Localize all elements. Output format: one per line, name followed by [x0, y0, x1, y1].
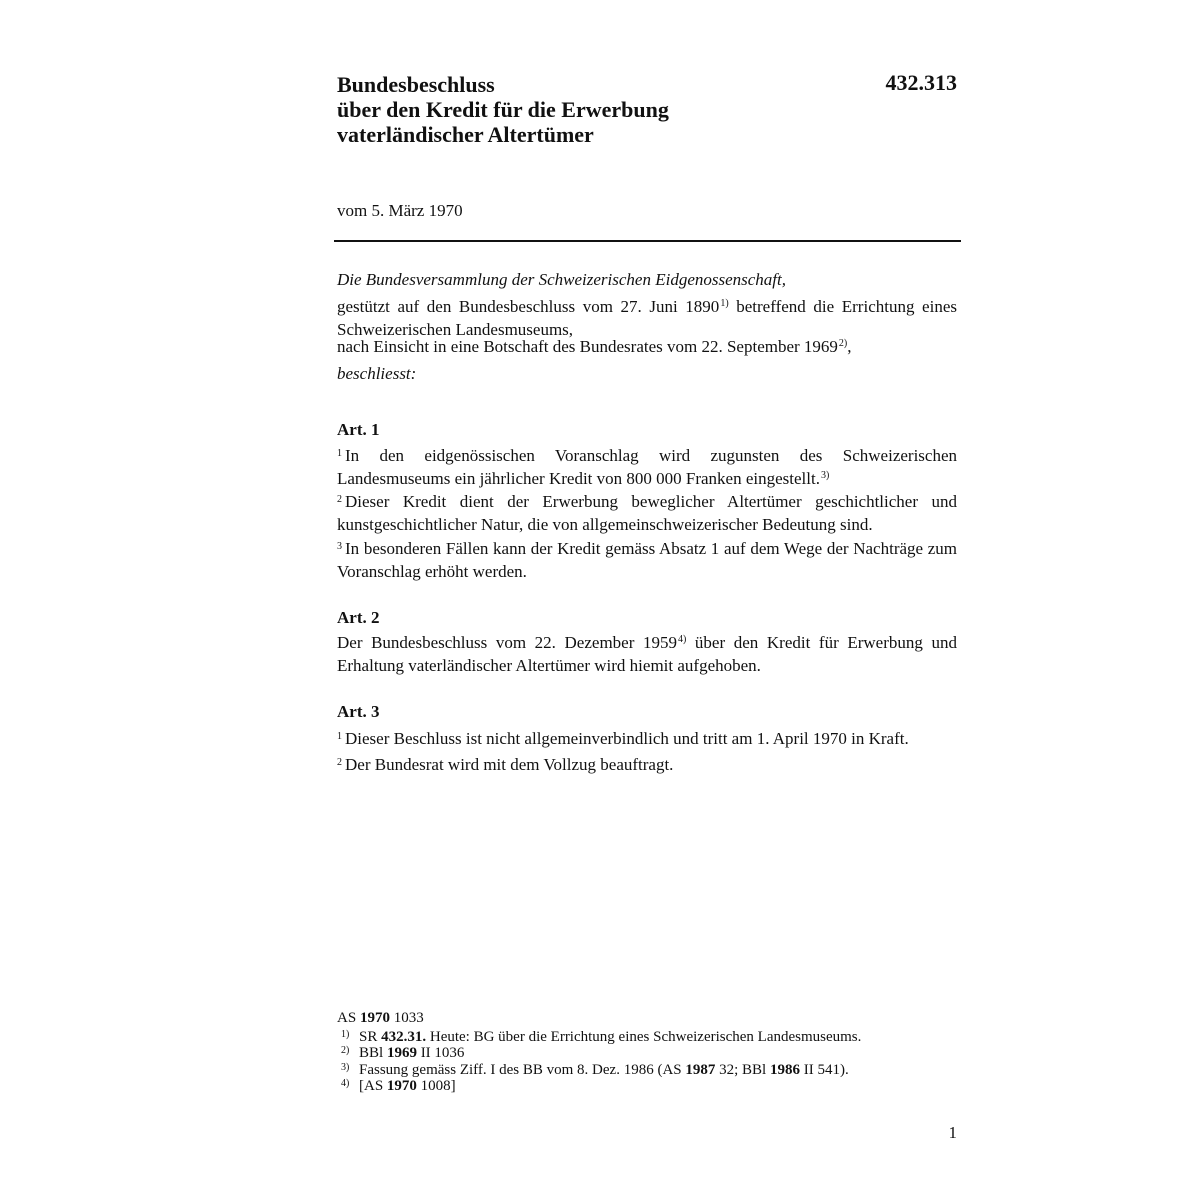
title-line-1: Bundesbeschluss	[337, 72, 495, 97]
paragraph-text: Dieser Beschluss ist nicht allgemeinverbindlich und tritt am 1. April 1970 in Kraft.	[345, 729, 909, 748]
paragraph-text-b: über den Kredit für Erwerbung und Erhaltung vaterländischer Altertümer wird hiemit aufgehoben.	[337, 633, 957, 675]
official-collection-source	[337, 1011, 957, 1027]
footnote-3	[337, 1063, 957, 1080]
footnote-text-run: [AS	[359, 1078, 387, 1094]
footnote-bold-run: 1969	[386, 1045, 417, 1061]
preamble-intro: Die Bundesversammlung der Schweizerischen Eidgenossenschaft,	[337, 270, 786, 289]
footnote-text-run: SR	[359, 1028, 382, 1045]
footnote-marker: 2)	[341, 1045, 350, 1056]
footnote-ref-1[interactable]: 1)	[720, 298, 729, 309]
paragraph-number: 1	[337, 731, 342, 742]
header-divider	[334, 240, 961, 242]
footnote-text-run: II 541).	[799, 1061, 849, 1078]
footnote-text-run: Fassung gemäss Ziff. I des BB vom 8. Dez. 1986 (AS	[359, 1061, 686, 1078]
footnote-marker: 4)	[341, 1078, 350, 1089]
document-title	[337, 72, 797, 147]
article-1-paragraph-1	[337, 446, 957, 492]
paragraph-text-a: Der Bundesbeschluss vom 22. Dezember 1959	[337, 633, 677, 652]
preamble-decides: beschliesst:	[337, 364, 417, 383]
source-prefix: AS	[337, 1010, 360, 1026]
article-3-heading: Art. 3	[337, 702, 380, 721]
footnote-text-run: 1008]	[416, 1078, 456, 1094]
footnote-bold-run: 1970	[386, 1078, 417, 1094]
preamble-basis-1	[337, 297, 957, 340]
article-2-paragraph	[337, 633, 957, 676]
footnote-bold-run: 1987	[685, 1061, 716, 1078]
preamble-basis-2-text-a: nach Einsicht in eine Botschaft des Bundesrates vom 22. September 1969	[337, 337, 838, 356]
title-line-2: über den Kredit für die Erwerbung	[337, 97, 669, 122]
article-1-heading: Art. 1	[337, 420, 380, 439]
footnote-bold-run: 1986	[769, 1061, 800, 1078]
paragraph-number: 2	[337, 757, 342, 768]
preamble-basis-2	[337, 337, 957, 360]
footnote-marker: 3)	[341, 1061, 350, 1073]
footnote-text-run: 32; BBl	[715, 1061, 770, 1078]
footnote-4	[337, 1079, 957, 1096]
footnote-2	[337, 1046, 957, 1063]
page-number: 1	[948, 1123, 957, 1142]
preamble-basis-1-text-b: betreffend die Errichtung eines Schweizerischen Landesmuseums,	[337, 297, 957, 339]
paragraph-text: Dieser Kredit dient der Erwerbung beweglicher Altertümer geschichtlicher und kunstgeschichtlicher Natur, die von allgemeinschweizerischer Bedeutung sind.	[337, 492, 957, 534]
paragraph-text: In den eidgenössischen Voranschlag wird zugunsten des Schweizerischen Landesmuseums ein jährlicher Kredit von 800 000 Franken eingestellt.	[337, 446, 957, 488]
footnotes	[337, 1011, 957, 1096]
footnote-bold-run: 432.31.	[381, 1028, 427, 1045]
footnote-text-run: Heute: BG über die Errichtung eines Schweizerischen Landesmuseums.	[426, 1028, 862, 1045]
article-3-paragraph-1	[337, 729, 957, 752]
footnote-ref-2[interactable]: 2)	[838, 338, 848, 349]
preamble-basis-2-text-b: ,	[847, 337, 852, 356]
paragraph-text: Der Bundesrat wird mit dem Vollzug beauftragt.	[345, 755, 674, 774]
article-1-paragraph-2	[337, 492, 957, 535]
article-1-paragraph-3	[337, 539, 957, 582]
footnote-marker: 1)	[341, 1028, 350, 1040]
source-year: 1970	[359, 1010, 390, 1026]
footnote-1	[337, 1030, 957, 1047]
footnote-text-run: BBl	[359, 1045, 387, 1061]
footnote-ref-3[interactable]: 3)	[820, 470, 830, 481]
preamble-basis-1-text-a: gestützt auf den Bundesbeschluss vom 27. Juni 1890	[337, 297, 720, 316]
title-line-3: vaterländischer Altertümer	[337, 122, 594, 147]
paragraph-number: 2	[337, 494, 342, 505]
paragraph-number: 3	[337, 541, 342, 552]
source-page: 1033	[389, 1010, 424, 1026]
enactment-date: vom 5. März 1970	[337, 201, 463, 220]
paragraph-number: 1	[337, 448, 342, 459]
paragraph-text: In besonderen Fällen kann der Kredit gemäss Absatz 1 auf dem Wege der Nachträge zum Voranschlag erhöht werden.	[337, 539, 957, 581]
sr-number: 432.313	[885, 70, 957, 95]
footnote-text-run: II 1036	[416, 1045, 465, 1061]
article-3-paragraph-2	[337, 755, 957, 778]
footnote-list	[337, 1030, 957, 1096]
article-2-heading: Art. 2	[337, 608, 380, 627]
footnote-ref-4[interactable]: 4)	[677, 634, 687, 645]
